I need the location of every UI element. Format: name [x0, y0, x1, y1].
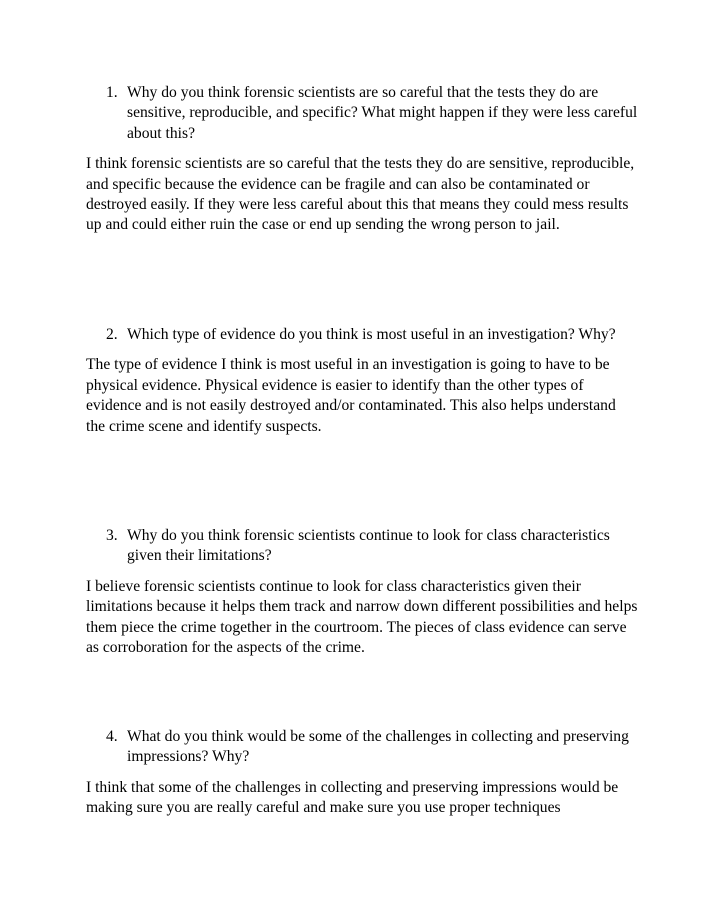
answer-3: I believe forensic scientists continue to look for class characteristics given their limitations because it helps them track and narrow down different possibilities and helps them piece the crime together in the courtroom. The pieces of class evidence can serve as corroboration for the aspects of the crime. — [86, 577, 638, 657]
question-3 — [86, 526, 638, 567]
question-text: Why do you think forensic scientists continue to look for class characteristics given their limitations? — [127, 527, 610, 565]
question-number: 4. — [106, 728, 118, 745]
question-block-4 — [86, 727, 638, 819]
question-2 — [86, 325, 638, 345]
question-block-3 — [86, 526, 638, 658]
question-text: Which type of evidence do you think is most useful in an investigation? Why? — [127, 326, 616, 343]
answer-1: I think forensic scientists are so careful that the tests they do are sensitive, reproducible, and specific because the evidence can be fragile and can also be contaminated or destroyed easily. If they were less careful about this that means they could mess results up and could either ruin the case or end up sending the wrong person to jail. — [86, 155, 635, 234]
question-text: What do you think would be some of the challenges in collecting and preserving impressions? Why? — [127, 728, 629, 766]
question-number: 3. — [106, 527, 118, 544]
question-block-1 — [86, 83, 638, 236]
question-number: 2. — [106, 326, 118, 343]
question-block-2 — [86, 325, 638, 437]
question-text: Why do you think forensic scientists are so careful that the tests they do are sensitive, reproducible, and specific? What might happen if they were less careful about this? — [127, 84, 638, 142]
question-number: 1. — [106, 84, 118, 101]
question-1 — [86, 83, 638, 144]
answer-2: The type of evidence I think is most useful in an investigation is going to have to be physical evidence. Physical evidence is easier to identify than the other types of evidence and is not easily destroyed and/or contaminated. This also helps understand the crime scene and identify suspects. — [86, 356, 616, 435]
question-4 — [86, 727, 638, 768]
answer-4: I think that some of the challenges in collecting and preserving impressions would be making sure you are really careful and make sure you use proper techniques — [86, 778, 619, 817]
